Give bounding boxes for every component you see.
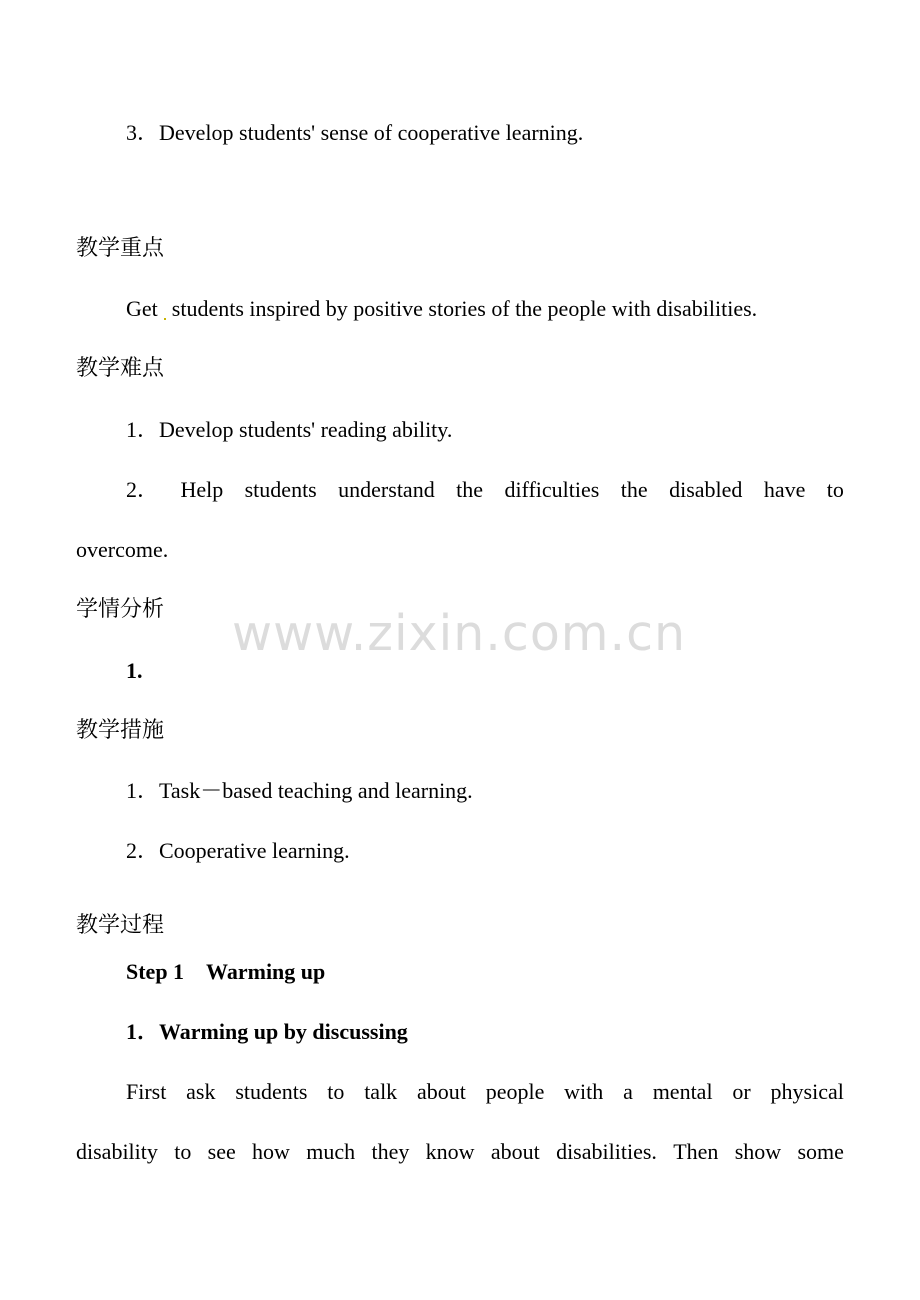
word: students <box>235 1079 308 1104</box>
key-points-text <box>126 294 757 324</box>
paragraph-line-2 <box>76 1137 844 1167</box>
difficulty-2-continuation: overcome. <box>76 537 169 562</box>
word: some <box>797 1139 844 1164</box>
step-1-title: Step 1 Warming up <box>126 959 326 984</box>
word: people <box>485 1079 545 1104</box>
watermark: www.zixin.com.cn <box>232 605 687 662</box>
word: how <box>252 1139 290 1164</box>
key-points-heading: 教学重点 <box>76 236 165 261</box>
difficulty-2-line <box>126 475 844 505</box>
word: much <box>306 1139 356 1164</box>
word: talk <box>364 1079 398 1104</box>
difficulties-heading: 教学难点 <box>76 356 165 381</box>
word: disability <box>76 1139 158 1164</box>
paragraph-line-1 <box>126 1077 844 1107</box>
word: physical <box>770 1079 844 1104</box>
word: know <box>425 1139 475 1164</box>
key-points-text-a: Get <box>126 296 158 321</box>
objective-3: 3．Develop students' sense of cooperative learning. <box>126 120 584 145</box>
word: they <box>371 1139 410 1164</box>
word: ask <box>186 1079 216 1104</box>
word: a <box>623 1079 633 1104</box>
word: see <box>207 1139 236 1164</box>
word: disabled <box>669 477 743 502</box>
word: about <box>490 1139 540 1164</box>
word: to <box>174 1139 192 1164</box>
word: about <box>417 1079 466 1104</box>
measure-1: 1．Task－based teaching and learning. <box>126 778 473 803</box>
word: Then <box>673 1139 719 1164</box>
word: have <box>763 477 806 502</box>
word: difficulties <box>504 477 600 502</box>
word: or <box>732 1079 751 1104</box>
word: disabilities. <box>556 1139 657 1164</box>
cursor-mark <box>164 318 166 320</box>
step-1-subtitle: 1．Warming up by discussing <box>126 1019 408 1044</box>
word: to <box>826 477 844 502</box>
word: with <box>564 1079 604 1104</box>
measures-heading: 教学措施 <box>76 718 165 743</box>
word: Help <box>180 477 224 502</box>
word: First <box>126 1079 167 1104</box>
measure-2: 2．Cooperative learning. <box>126 838 350 863</box>
word: mental <box>652 1079 713 1104</box>
word: understand <box>338 477 435 502</box>
word: to <box>327 1079 345 1104</box>
process-heading: 教学过程 <box>76 913 165 938</box>
word: the <box>456 477 484 502</box>
key-points-text-b: students inspired by positive stories of the people with disabilities. <box>171 296 758 321</box>
word: 2． <box>126 477 160 502</box>
word: the <box>620 477 648 502</box>
analysis-heading: 学情分析 <box>76 597 165 622</box>
difficulty-1: 1．Develop students' reading ability. <box>126 417 453 442</box>
word: show <box>734 1139 782 1164</box>
analysis-1: 1. <box>126 658 143 683</box>
word: students <box>244 477 317 502</box>
